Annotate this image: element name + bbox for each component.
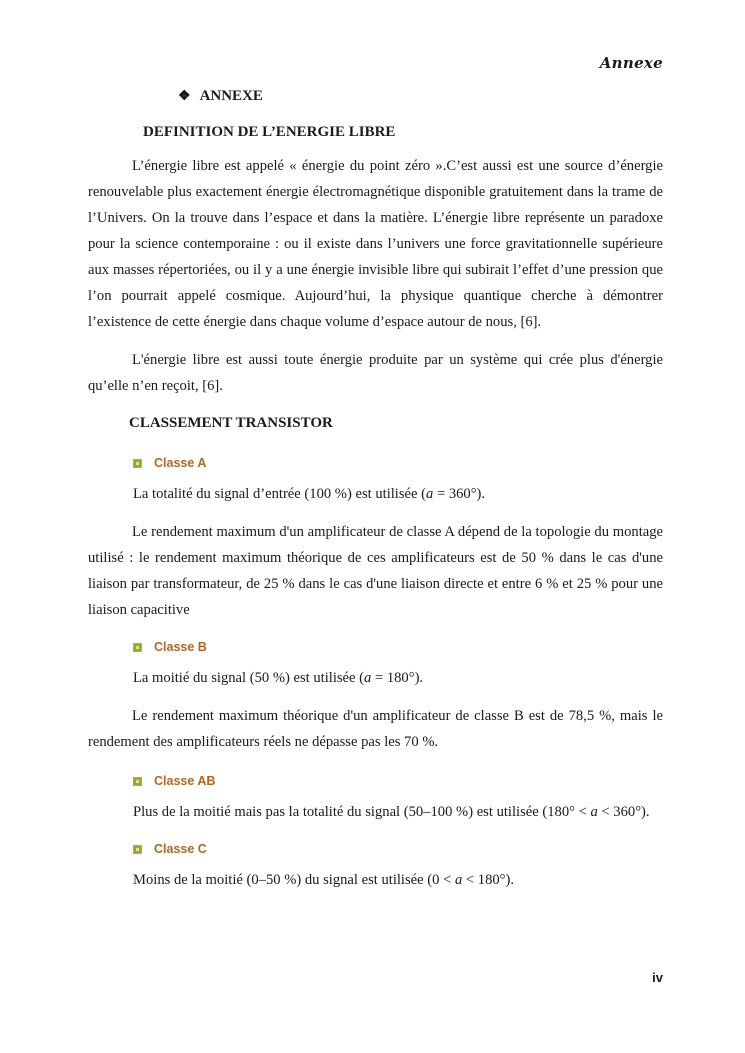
class-ab-label: Classe AB (154, 774, 216, 788)
class-c-heading (133, 842, 207, 856)
class-c-summary-pre: Moins de la moitié (0–50 %) du signal est utilisée (0 < (133, 872, 455, 888)
class-b-heading (133, 640, 207, 654)
class-ab-heading (133, 774, 215, 788)
square-bullet-icon (133, 643, 142, 652)
class-ab-summary (133, 799, 650, 825)
section-heading-classement-transistor: CLASSEMENT TRANSISTOR (129, 415, 333, 431)
square-bullet-icon (133, 459, 142, 468)
square-bullet-icon (133, 777, 142, 786)
class-b-paragraph: Le rendement maximum théorique d'un amplificateur de classe B est de 78,5 %, mais le rendement des amplificateurs réels ne dépasse pas les 70 %. (88, 708, 663, 750)
class-a-summary-pre: La totalité du signal d’entrée (100 %) est utilisée ( (133, 486, 426, 502)
class-c-summary (133, 867, 514, 893)
class-c-summary-var: a (454, 872, 463, 888)
diamond-bullet-icon: ❖ (178, 89, 191, 104)
square-bullet-icon (133, 845, 142, 854)
class-ab-summary-post: < 360°). (597, 804, 650, 820)
class-b-summary (133, 665, 423, 691)
paragraph-energie-libre-systeme: L'énergie libre est aussi toute énergie produite par un système qui crée plus d'énergie qu’elle n’en reçoit, [6]. (88, 352, 663, 394)
class-a-summary-post: = 360°). (433, 486, 486, 502)
class-a-paragraph: Le rendement maximum d'un amplificateur de classe A dépend de la topologie du montage utilisé : le rendement maximum théorique de ces amplificateurs est de 50 % dans le cas d'une liaison par transformateur, de 25 % dans le cas d'une liaison directe et entre 6 % et 25 % pour une liaison capacitive (88, 524, 663, 618)
class-b-summary-var: a (364, 670, 372, 686)
class-c-summary-post: < 180°). (462, 872, 515, 888)
page-number: iv (652, 970, 663, 985)
class-ab-summary-var: a (590, 804, 598, 820)
class-a-heading (133, 456, 206, 470)
class-b-summary-post: = 180°). (371, 670, 424, 686)
class-a-label: Classe A (154, 456, 207, 470)
class-a-summary (133, 481, 485, 507)
section-heading-energie-libre: DEFINITION DE L’ENERGIE LIBRE (143, 124, 396, 140)
annex-title (178, 88, 263, 105)
class-b-summary-pre: La moitié du signal (50 %) est utilisée ( (133, 670, 365, 686)
running-header: Annexe (599, 54, 663, 72)
annex-title-text: ANNEXE (199, 88, 263, 104)
class-ab-summary-pre: Plus de la moitié mais pas la totalité du signal (50–100 %) est utilisée (180° < (133, 804, 591, 820)
paragraph-energie-libre-definition: L’énergie libre est appelé « énergie du point zéro ».C’est aussi est une source d’énergie renouvelable plus exactement énergie électromagnétique disponible gratuitement dans la trame de l’Univers. On la trouve dans l’espace et dans la matière. L’énergie libre représente un paradoxe pour la science contemporaine : ou il existe dans l’univers une force gravitationnelle supérieure aux masses répertoriées, ou il y a une énergie invisible libre qui subirait l’effet d’une pression que l’on pourrait appelé cosmique. Aujourd’hui, la physique quantique cherche à démontrer l’existence de cette énergie dans chaque volume d’espace autour de nous, [6]. (88, 158, 663, 330)
class-c-label: Classe C (154, 842, 207, 856)
class-b-label: Classe B (154, 640, 207, 654)
class-a-summary-var: a (426, 486, 434, 502)
